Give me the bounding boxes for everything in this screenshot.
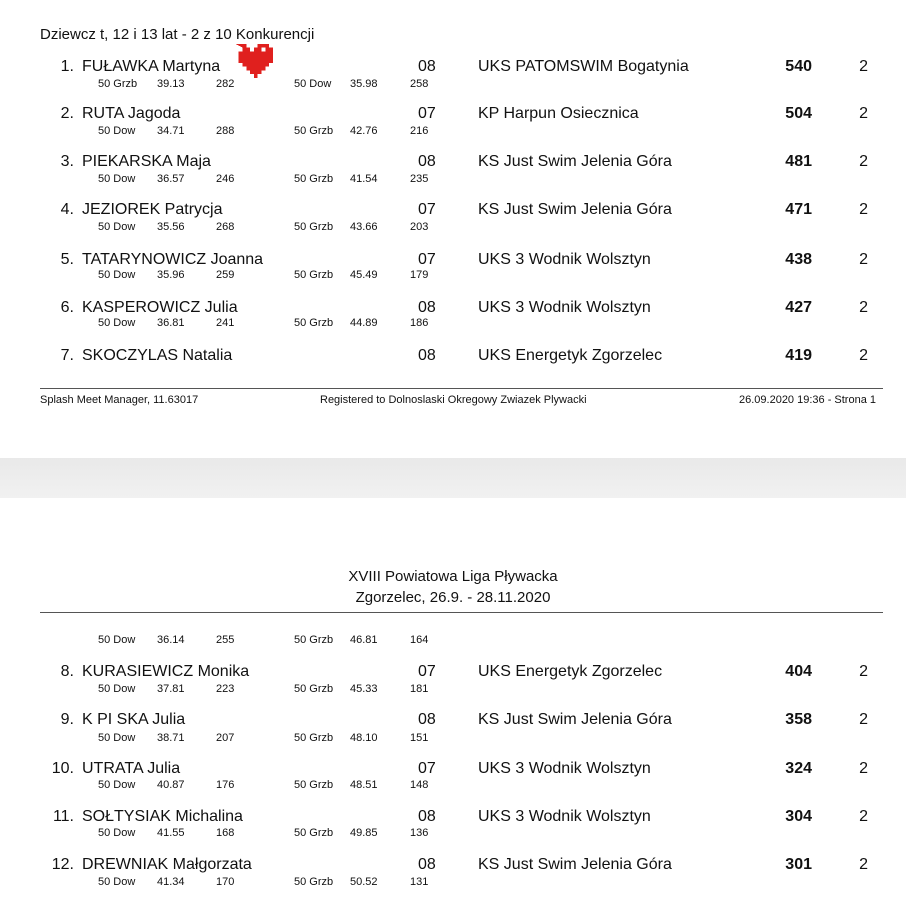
event-count: 2 [859, 663, 868, 680]
event-count: 2 [859, 347, 868, 364]
split-event: 50 Grzb [294, 317, 334, 329]
split-points: 168 [216, 827, 235, 839]
footer-registration: Registered to Dolnoslaski Okregowy Zwiazek Plywacki [320, 394, 587, 406]
split-time: 44.89 [350, 317, 378, 329]
club-name: KS Just Swim Jelenia Góra [478, 201, 672, 218]
split-time: 48.51 [350, 779, 378, 791]
split-event: 50 Dow [98, 317, 136, 329]
split-event: 50 Grzb [294, 827, 334, 839]
total-points: 304 [785, 808, 812, 825]
event-count: 2 [859, 760, 868, 777]
split-points: 216 [410, 125, 429, 137]
birth-year: 08 [418, 808, 436, 825]
event-count: 2 [859, 153, 868, 170]
result-row [0, 347, 906, 391]
athlete-name: K PI SKA Julia [82, 711, 186, 728]
split-event: 50 Dow [98, 683, 136, 695]
split-event: 50 Grzb [294, 683, 334, 695]
total-points: 471 [785, 201, 812, 218]
club-name: KS Just Swim Jelenia Góra [478, 711, 672, 728]
split-time: 41.55 [157, 827, 185, 839]
club-name: KP Harpun Osiecznica [478, 105, 639, 122]
category-title: Dziewcz t, 12 i 13 lat - 2 z 10 Konkurencji [40, 26, 315, 43]
results-page-2 [0, 498, 906, 900]
place: 8. [60, 663, 74, 680]
split-points: 170 [216, 876, 235, 888]
birth-year: 08 [418, 58, 436, 75]
place: 2. [60, 105, 74, 122]
total-points: 438 [785, 251, 812, 268]
athlete-name: FUŁAWKA Martyna [82, 58, 221, 75]
split-event: 50 Grzb [294, 634, 334, 646]
total-points: 504 [785, 105, 812, 122]
split-event: 50 Grzb [294, 221, 334, 233]
split-time: 36.81 [157, 317, 185, 329]
athlete-name: UTRATA Julia [82, 760, 181, 777]
split-event: 50 Grzb [98, 78, 138, 90]
split-points: 164 [410, 634, 429, 646]
split-time: 36.57 [157, 173, 185, 185]
result-row [0, 201, 906, 245]
split-points: 207 [216, 732, 235, 744]
place: 5. [60, 251, 74, 268]
club-name: UKS 3 Wodnik Wolsztyn [478, 299, 651, 316]
split-points: 151 [410, 732, 429, 744]
event-count: 2 [859, 251, 868, 268]
split-points: 148 [410, 779, 429, 791]
split-event: 50 Dow [98, 732, 136, 744]
split-event: 50 Dow [98, 221, 136, 233]
birth-year: 08 [418, 153, 436, 170]
place: 7. [60, 347, 74, 364]
split-event: 50 Grzb [294, 125, 334, 137]
split-time: 41.54 [350, 173, 378, 185]
event-count: 2 [859, 58, 868, 75]
split-event: 50 Grzb [294, 173, 334, 185]
split-time: 45.33 [350, 683, 378, 695]
athlete-name: JEZIOREK Patrycja [82, 201, 223, 218]
carryover-row [0, 634, 906, 652]
event-count: 2 [859, 856, 868, 873]
result-row [0, 105, 906, 149]
birth-year: 07 [418, 760, 436, 777]
split-points: 131 [410, 876, 429, 888]
split-time: 45.49 [350, 269, 378, 281]
split-points: 255 [216, 634, 235, 646]
result-row [0, 58, 906, 102]
split-event: 50 Dow [98, 269, 136, 281]
place: 11. [52, 808, 74, 825]
total-points: 481 [785, 153, 812, 170]
birth-year: 08 [418, 299, 436, 316]
split-time: 35.96 [157, 269, 185, 281]
result-row [0, 251, 906, 295]
split-points: 282 [216, 78, 235, 90]
birth-year: 08 [418, 856, 436, 873]
split-points: 136 [410, 827, 429, 839]
birth-year: 07 [418, 663, 436, 680]
result-row [0, 299, 906, 343]
footer-divider [40, 388, 883, 389]
split-points: 179 [410, 269, 429, 281]
total-points: 404 [785, 663, 812, 680]
club-name: KS Just Swim Jelenia Góra [478, 153, 672, 170]
total-points: 324 [785, 760, 812, 777]
split-points: 186 [410, 317, 429, 329]
place: 6. [60, 299, 74, 316]
split-time: 50.52 [350, 876, 378, 888]
split-event: 50 Dow [98, 876, 136, 888]
club-name: UKS Energetyk Zgorzelec [478, 663, 663, 680]
club-name: UKS Energetyk Zgorzelec [478, 347, 663, 364]
result-row [0, 153, 906, 197]
total-points: 419 [785, 347, 812, 364]
place: 1. [60, 58, 74, 75]
split-points: 203 [410, 221, 429, 233]
total-points: 427 [785, 299, 812, 316]
split-time: 35.98 [350, 78, 378, 90]
split-points: 241 [216, 317, 235, 329]
header-divider [40, 612, 883, 613]
birth-year: 07 [418, 201, 436, 218]
club-name: UKS 3 Wodnik Wolsztyn [478, 808, 651, 825]
split-time: 40.87 [157, 779, 185, 791]
split-time: 38.71 [157, 732, 185, 744]
split-points: 259 [216, 269, 235, 281]
birth-year: 07 [418, 251, 436, 268]
meet-title: XVIII Powiatowa Liga Pływacka [348, 568, 558, 585]
page-gap [0, 458, 906, 498]
split-points: 223 [216, 683, 235, 695]
result-row [0, 760, 906, 804]
split-points: 181 [410, 683, 429, 695]
birth-year: 08 [418, 711, 436, 728]
split-time: 35.56 [157, 221, 185, 233]
split-time: 39.13 [157, 78, 185, 90]
total-points: 301 [785, 856, 812, 873]
split-event: 50 Dow [98, 125, 136, 137]
athlete-name: PIEKARSKA Maja [82, 153, 211, 170]
athlete-name: SKOCZYLAS Natalia [82, 347, 233, 364]
split-event: 50 Grzb [294, 732, 334, 744]
split-points: 258 [410, 78, 429, 90]
split-time: 42.76 [350, 125, 378, 137]
event-count: 2 [859, 808, 868, 825]
split-event: 50 Dow [294, 78, 332, 90]
athlete-name: SOŁTYSIAK Michalina [82, 808, 243, 825]
split-time: 41.34 [157, 876, 185, 888]
event-count: 2 [859, 711, 868, 728]
split-event: 50 Grzb [294, 269, 334, 281]
split-event: 50 Dow [98, 634, 136, 646]
birth-year: 07 [418, 105, 436, 122]
result-row [0, 856, 906, 900]
footer-date-page: 26.09.2020 19:36 - Strona 1 [739, 394, 876, 406]
split-points: 176 [216, 779, 235, 791]
athlete-name: KASPEROWICZ Julia [82, 299, 238, 316]
split-event: 50 Dow [98, 173, 136, 185]
split-time: 34.71 [157, 125, 185, 137]
result-row [0, 663, 906, 707]
split-time: 46.81 [350, 634, 378, 646]
place: 3. [60, 153, 74, 170]
split-time: 43.66 [350, 221, 378, 233]
place: 9. [60, 711, 74, 728]
split-event: 50 Grzb [294, 779, 334, 791]
athlete-name: KURASIEWICZ Monika [82, 663, 250, 680]
club-name: KS Just Swim Jelenia Góra [478, 856, 672, 873]
split-time: 37.81 [157, 683, 185, 695]
split-event: 50 Dow [98, 779, 136, 791]
split-time: 36.14 [157, 634, 185, 646]
split-points: 246 [216, 173, 235, 185]
athlete-name: DREWNIAK Małgorzata [82, 856, 252, 873]
split-event: 50 Grzb [294, 876, 334, 888]
event-count: 2 [859, 201, 868, 218]
result-row [0, 808, 906, 852]
event-count: 2 [859, 299, 868, 316]
athlete-name: TATARYNOWICZ Joanna [82, 251, 264, 268]
place: 12. [51, 856, 74, 873]
total-points: 358 [785, 711, 812, 728]
meet-subtitle: Zgorzelec, 26.9. - 28.11.2020 [355, 589, 551, 606]
total-points: 540 [785, 58, 812, 75]
split-event: 50 Dow [98, 827, 136, 839]
place: 4. [60, 201, 74, 218]
result-row [0, 711, 906, 755]
split-time: 49.85 [350, 827, 378, 839]
split-points: 268 [216, 221, 235, 233]
club-name: UKS 3 Wodnik Wolsztyn [478, 760, 651, 777]
birth-year: 08 [418, 347, 436, 364]
club-name: UKS PATOMSWIM Bogatynia [478, 58, 689, 75]
event-count: 2 [859, 105, 868, 122]
split-points: 235 [410, 173, 429, 185]
split-points: 288 [216, 125, 235, 137]
place: 10. [51, 760, 74, 777]
athlete-name: RUTA Jagoda [82, 105, 181, 122]
footer-software: Splash Meet Manager, 11.63017 [40, 394, 199, 406]
club-name: UKS 3 Wodnik Wolsztyn [478, 251, 651, 268]
split-time: 48.10 [350, 732, 378, 744]
